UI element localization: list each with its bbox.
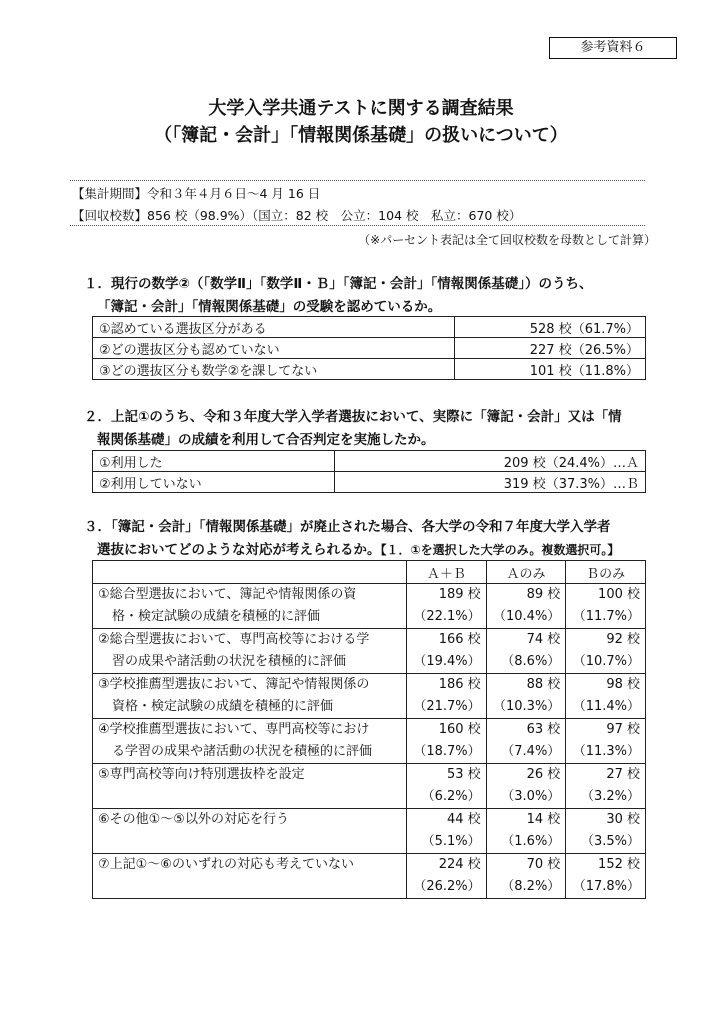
row-description [93, 629, 407, 674]
row-desc-line1: ⑦上記①～⑥のいずれの対応も考えていない [98, 857, 354, 872]
row-desc-line2: 資格・検定試験の成績を積極的に評価 [112, 699, 334, 714]
cell-ab: 160 校 （18.7%） [407, 719, 487, 764]
cell-a: 74 校 （8.6%） [486, 629, 566, 674]
column-header-ab: Ａ＋Ｂ [407, 561, 487, 584]
row-label: ③どの選抜区分も数学②を課してない [93, 359, 455, 380]
cell-ab: 189 校 （22.1%） [407, 584, 487, 629]
table-row [93, 317, 646, 338]
header-blank [93, 561, 407, 584]
question-3-line2 [84, 539, 656, 562]
row-description [93, 719, 407, 764]
row-description [93, 584, 407, 629]
row-desc-line2: 習の成果や諸活動の状況を積極的に評価 [112, 654, 347, 669]
row-desc-line1: ②総合型選抜において、専門高校等における学 [98, 632, 370, 647]
response-count: 【回収校数】856 校（98.9%）（国立：82 校 公立：104 校 私立：670 校） [72, 208, 522, 223]
percent-note: （※パーセント表記は全て回収校数を母数として計算） [358, 233, 656, 247]
survey-period: 【集計期間】令和３年４月６日～4 月 16 日 [72, 186, 321, 201]
page-title: 大学入学共通テストに関する調査結果 [208, 98, 514, 119]
row-desc-line2: る学習の成果や諸活動の状況を積極的に評価 [112, 744, 373, 759]
row-label: ①利用した [93, 451, 335, 472]
table-row [93, 584, 646, 629]
row-desc-line2 [98, 831, 401, 853]
cell-b: 97 校 （11.3%） [566, 719, 646, 764]
cell-b: 92 校 （10.7%） [566, 629, 646, 674]
row-desc-line1: ⑤専門高校等向け特別選抜枠を設定 [98, 767, 305, 782]
table-row [93, 674, 646, 719]
question-1-line2: 「簿記・会計」「情報関係基礎」の受験を認めているか。 [97, 299, 442, 315]
row-label: ②利用していない [93, 472, 335, 493]
cell-ab: 186 校 （21.7%） [407, 674, 487, 719]
cell-a: 14 校 （1.6%） [486, 809, 566, 854]
row-description [93, 854, 407, 899]
row-value: 319 校（37.3%）…Ｂ [335, 472, 646, 493]
cell-a: 63 校 （7.4%） [486, 719, 566, 764]
question-3-line2-main: 選抜においてどのような対応が考えられるか。 [97, 542, 381, 558]
cell-ab: 53 校 （6.2%） [407, 764, 487, 809]
question-3-note: 【１．①を選択した大学のみ。複数選択可。】 [380, 543, 620, 557]
table-row [93, 854, 646, 899]
row-desc-line2: 格・検定試験の成績を積極的に評価 [112, 609, 321, 624]
cell-a: 88 校 （10.3%） [486, 674, 566, 719]
cell-ab: 166 校 （19.4%） [407, 629, 487, 674]
question-3-line1: ３．「簿記・会計」「情報関係基礎」が廃止された場合、各大学の令和７年度大学入学者 [84, 519, 611, 535]
cell-a: 26 校 （3.0%） [486, 764, 566, 809]
table-row [93, 809, 646, 854]
table-row [93, 359, 646, 380]
row-value: 209 校（24.4%）…Ａ [335, 451, 646, 472]
q1-table [92, 316, 646, 380]
row-desc-line1: ③学校推薦型選抜において、簿記や情報関係の [98, 677, 370, 692]
row-description [93, 764, 407, 809]
question-1-line1: １．現行の数学②（「数学Ⅱ」「数学Ⅱ・Ｂ」「簿記・会計」「情報関係基礎」）のうち、 [84, 276, 593, 292]
cell-b: 152 校 （17.8%） [566, 854, 646, 899]
table-header-row [93, 561, 646, 584]
cell-a: 70 校 （8.2%） [486, 854, 566, 899]
cell-b: 30 校 （3.5%） [566, 809, 646, 854]
table-row [93, 338, 646, 359]
cell-b: 27 校 （3.2%） [566, 764, 646, 809]
row-description [93, 674, 407, 719]
cell-b: 98 校 （11.4%） [566, 674, 646, 719]
table-row [93, 451, 646, 472]
question-3 [84, 516, 656, 562]
reference-label: 参考資料６ [549, 37, 677, 59]
row-label: ②どの選抜区分も認めていない [93, 338, 455, 359]
table-row [93, 472, 646, 493]
question-1 [84, 273, 656, 319]
row-description [93, 809, 407, 854]
question-2-line2: 報関係基礎」の成績を利用して合否判定を実施したか。 [97, 432, 435, 448]
row-value: 101 校（11.8%） [454, 359, 645, 380]
cell-b: 100 校 （11.7%） [566, 584, 646, 629]
question-2-line1: ２．上記①のうち、令和３年度大学入学者選抜において、実際に「簿記・会計」又は「情 [84, 409, 622, 425]
q3-table [92, 560, 646, 899]
row-desc-line1: ④学校推薦型選抜において、専門高校等におけ [98, 722, 370, 737]
cell-ab: 44 校 （5.1%） [407, 809, 487, 854]
table-row [93, 764, 646, 809]
column-header-b: Ｂのみ [566, 561, 646, 584]
table-row [93, 629, 646, 674]
row-value: 528 校（61.7%） [454, 317, 645, 338]
row-value: 227 校（26.5%） [454, 338, 645, 359]
question-2 [84, 406, 656, 452]
page-subtitle: （「簿記・会計」「情報関係基礎」の扱いについて） [154, 125, 568, 146]
table-row [93, 719, 646, 764]
cell-ab: 224 校 （26.2%） [407, 854, 487, 899]
row-label: ①認めている選抜区分がある [93, 317, 455, 338]
q2-table [92, 450, 646, 493]
row-desc-line1: ①総合型選抜において、簿記や情報関係の資 [98, 587, 357, 602]
row-desc-line1: ⑥その他①～⑤以外の対応を行う [98, 812, 289, 827]
row-desc-line2 [98, 786, 401, 808]
cell-a: 89 校 （10.4%） [486, 584, 566, 629]
row-desc-line2 [98, 876, 401, 898]
column-header-a: Ａのみ [486, 561, 566, 584]
